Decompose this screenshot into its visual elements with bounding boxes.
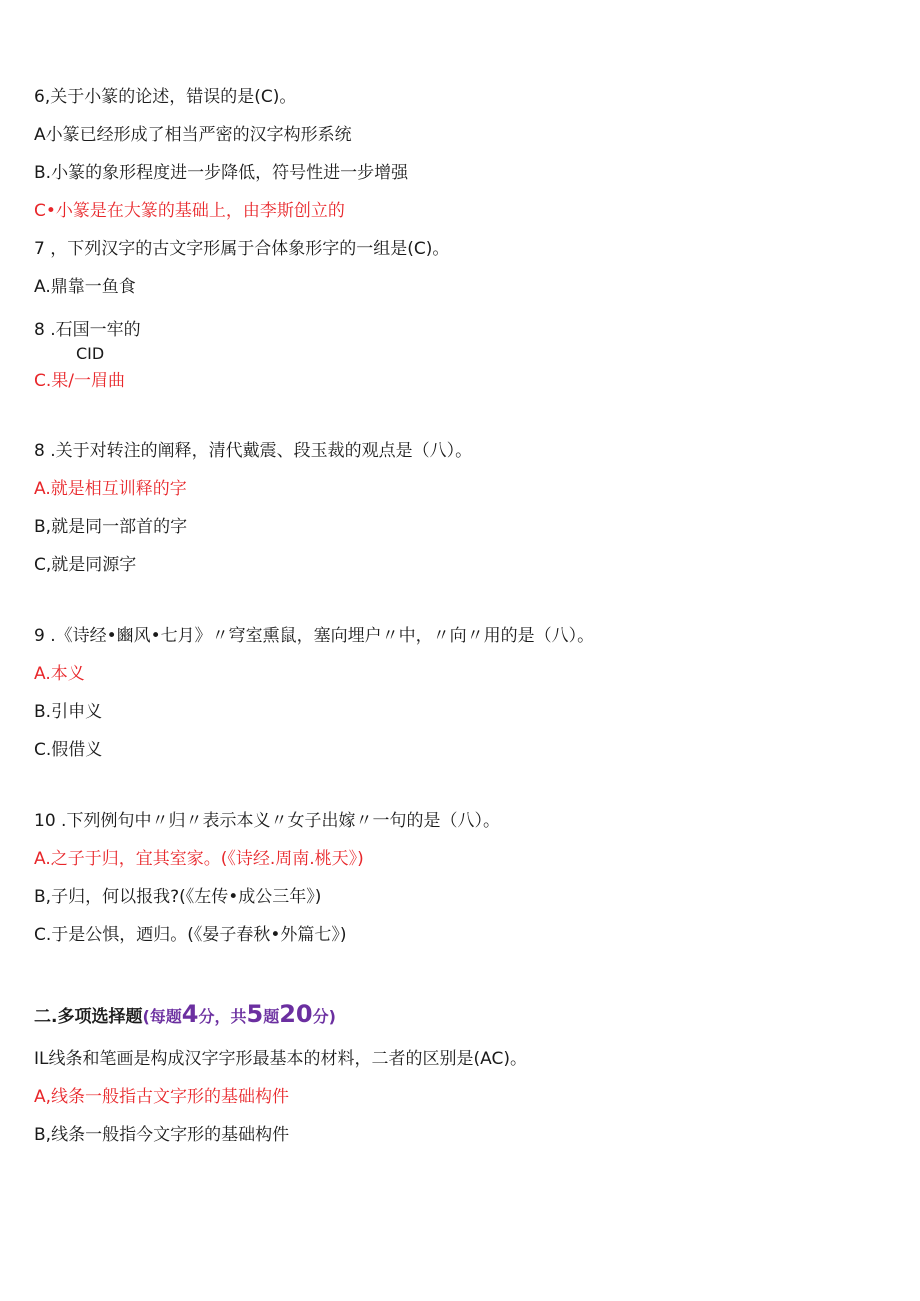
q9-option-a-answer: A.本义 [34,664,85,684]
score-prefix: (每题 [142,1007,182,1026]
q6-stem: 6,关于小篆的论述，错误的是(C)。 [34,87,297,107]
question-count: 5 [246,1000,264,1028]
q8a-sub-label: CID [76,344,105,363]
score-suffix: 分) [312,1007,336,1026]
q6-option-a: A小篆已经形成了相当严密的汉字构形系统 [34,125,352,145]
score-per-question: 4 [181,1000,199,1028]
q7-stem: 7 ，下列汉字的古文字形属于合体象形字的一组是(C)。 [34,239,450,259]
q8a-option-c-answer: C.果/一眉曲 [34,371,126,391]
m1-stem: IL线条和笔画是构成汉字字形最基本的材料，二者的区别是(AC)。 [34,1049,527,1069]
q9-option-c: C.假借义 [34,740,103,760]
q8b-option-b: B,就是同一部首的字 [34,517,188,537]
q10-option-a-answer: A.之子于归，宜其室家。(《诗经.周南.桃天》) [34,849,364,869]
score-unit-q: 题 [263,1007,280,1026]
q9-option-b: B.引申义 [34,702,103,722]
q9-stem: 9 .《诗经•豳风•七月》〃穹室熏鼠，塞向埋户〃中，〃向〃用的是（八）。 [34,626,595,646]
m1-option-b: B,线条一般指今文字形的基础构件 [34,1125,290,1145]
q6-option-b: B.小篆的象形程度进一步降低，符号性进一步增强 [34,163,409,183]
q7-option-a: A.鼎靠一鱼食 [34,277,136,297]
q10-option-b: B,子归，何以报我?(《左传•成公三年》) [34,887,322,907]
q8b-option-a-answer: A.就是相互训释的字 [34,479,187,499]
q10-stem: 10 .下列例句中〃归〃表示本义〃女子出嫁〃一句的是（八）。 [34,811,500,831]
q8a-stem: 8 .石国一牢的 [34,320,141,340]
score-total: 20 [279,1000,313,1028]
q8b-option-c: C,就是同源字 [34,555,137,575]
section-title: 二.多项选择题 [34,1007,143,1027]
q10-option-c: C.于是公惧，迺归。(《晏子春秋•外篇七》) [34,925,347,945]
section-heading [34,1000,336,1031]
q6-option-c-answer: C•小篆是在大篆的基础上，由李斯创立的 [34,201,345,221]
score-mid: 分，共 [198,1007,247,1026]
m1-option-a-answer: A,线条一般指古文字形的基础构件 [34,1087,290,1107]
q8b-stem: 8 .关于对转注的阐释，清代戴震、段玉裁的观点是（八）。 [34,441,473,461]
